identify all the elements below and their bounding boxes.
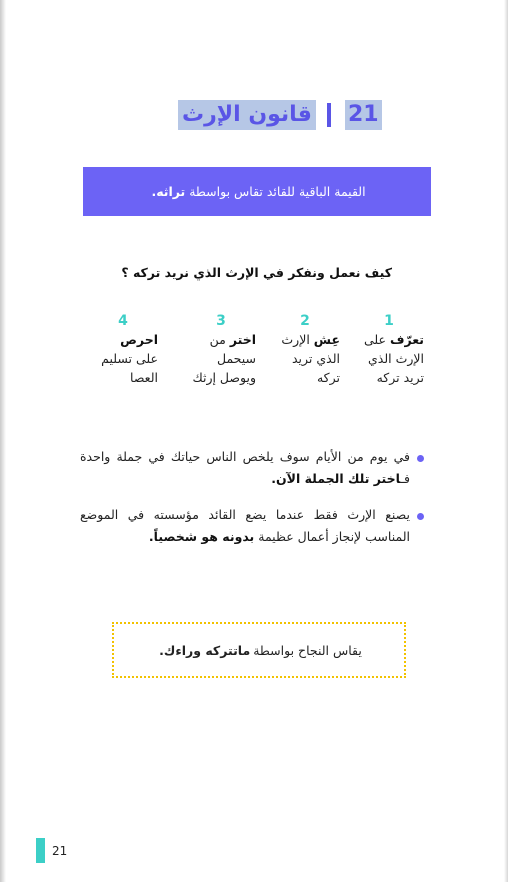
step-line: من (209, 332, 226, 347)
step-line: على (363, 332, 386, 347)
step-line: على تسليم (101, 351, 158, 366)
step-line: الإرث الذي (367, 351, 424, 366)
step-line: ويوصل إرثك (192, 370, 256, 385)
bullet-point-2 (80, 504, 410, 548)
callout-text: يقاس النجاح بواسطة (253, 642, 362, 658)
key-quote-banner (83, 167, 431, 216)
step-line: الإرث (281, 332, 310, 347)
steps-row (0, 312, 508, 392)
step-3 (186, 312, 256, 387)
bullet-point-1 (80, 446, 410, 490)
step-2 (270, 312, 340, 387)
chapter-heading (0, 100, 508, 134)
step-1 (354, 312, 424, 387)
step-number: 4 (118, 313, 128, 329)
step-4 (88, 312, 158, 387)
banner-bold: تراثه. (151, 184, 186, 199)
section-question: كيف نعمل ونفكر في الإرث الذي نريد تركه ؟ (121, 265, 392, 280)
page-number: 21 (52, 844, 68, 858)
step-line: الذي تريد (291, 351, 340, 366)
callout-box (112, 622, 406, 678)
banner-text: القيمة الباقية للقائد تقاس بواسطة (189, 184, 366, 199)
bullet-bold: بدونه هو شخصياً. (148, 529, 255, 544)
bullet-dot (417, 513, 424, 520)
step-bold: اختر (229, 332, 256, 347)
step-bold: تعرّف (389, 332, 424, 347)
chapter-divider (327, 103, 331, 127)
bullet-dot (417, 455, 424, 462)
step-line: تركه (316, 370, 340, 385)
step-bold: عِش (313, 332, 340, 347)
step-number: 3 (216, 313, 226, 329)
step-bold: احرص (120, 332, 158, 347)
bullet-bold: اختر تلك الجملة الآن. (271, 471, 401, 486)
bullet-text: يصنع الإرث فقط عندما يضع القائد مؤسسته في الموضع المناسب لإنجاز أعمال عظيمة (80, 507, 410, 544)
page-number-marker (36, 838, 45, 863)
step-line: تريد تركه (376, 370, 424, 385)
bullet-text: في يوم من الأيام سوف يلخص الناس حياتك في جملة واحدة فـ (80, 449, 410, 486)
step-line: العصا (130, 370, 158, 385)
step-number: 2 (300, 313, 310, 329)
step-number: 1 (384, 313, 394, 329)
callout-bold: ماتتركه وراءك. (159, 642, 251, 658)
chapter-number: 21 (345, 100, 382, 130)
step-line: سيحمل (216, 351, 256, 366)
chapter-title: قانون الإرث (178, 100, 316, 130)
